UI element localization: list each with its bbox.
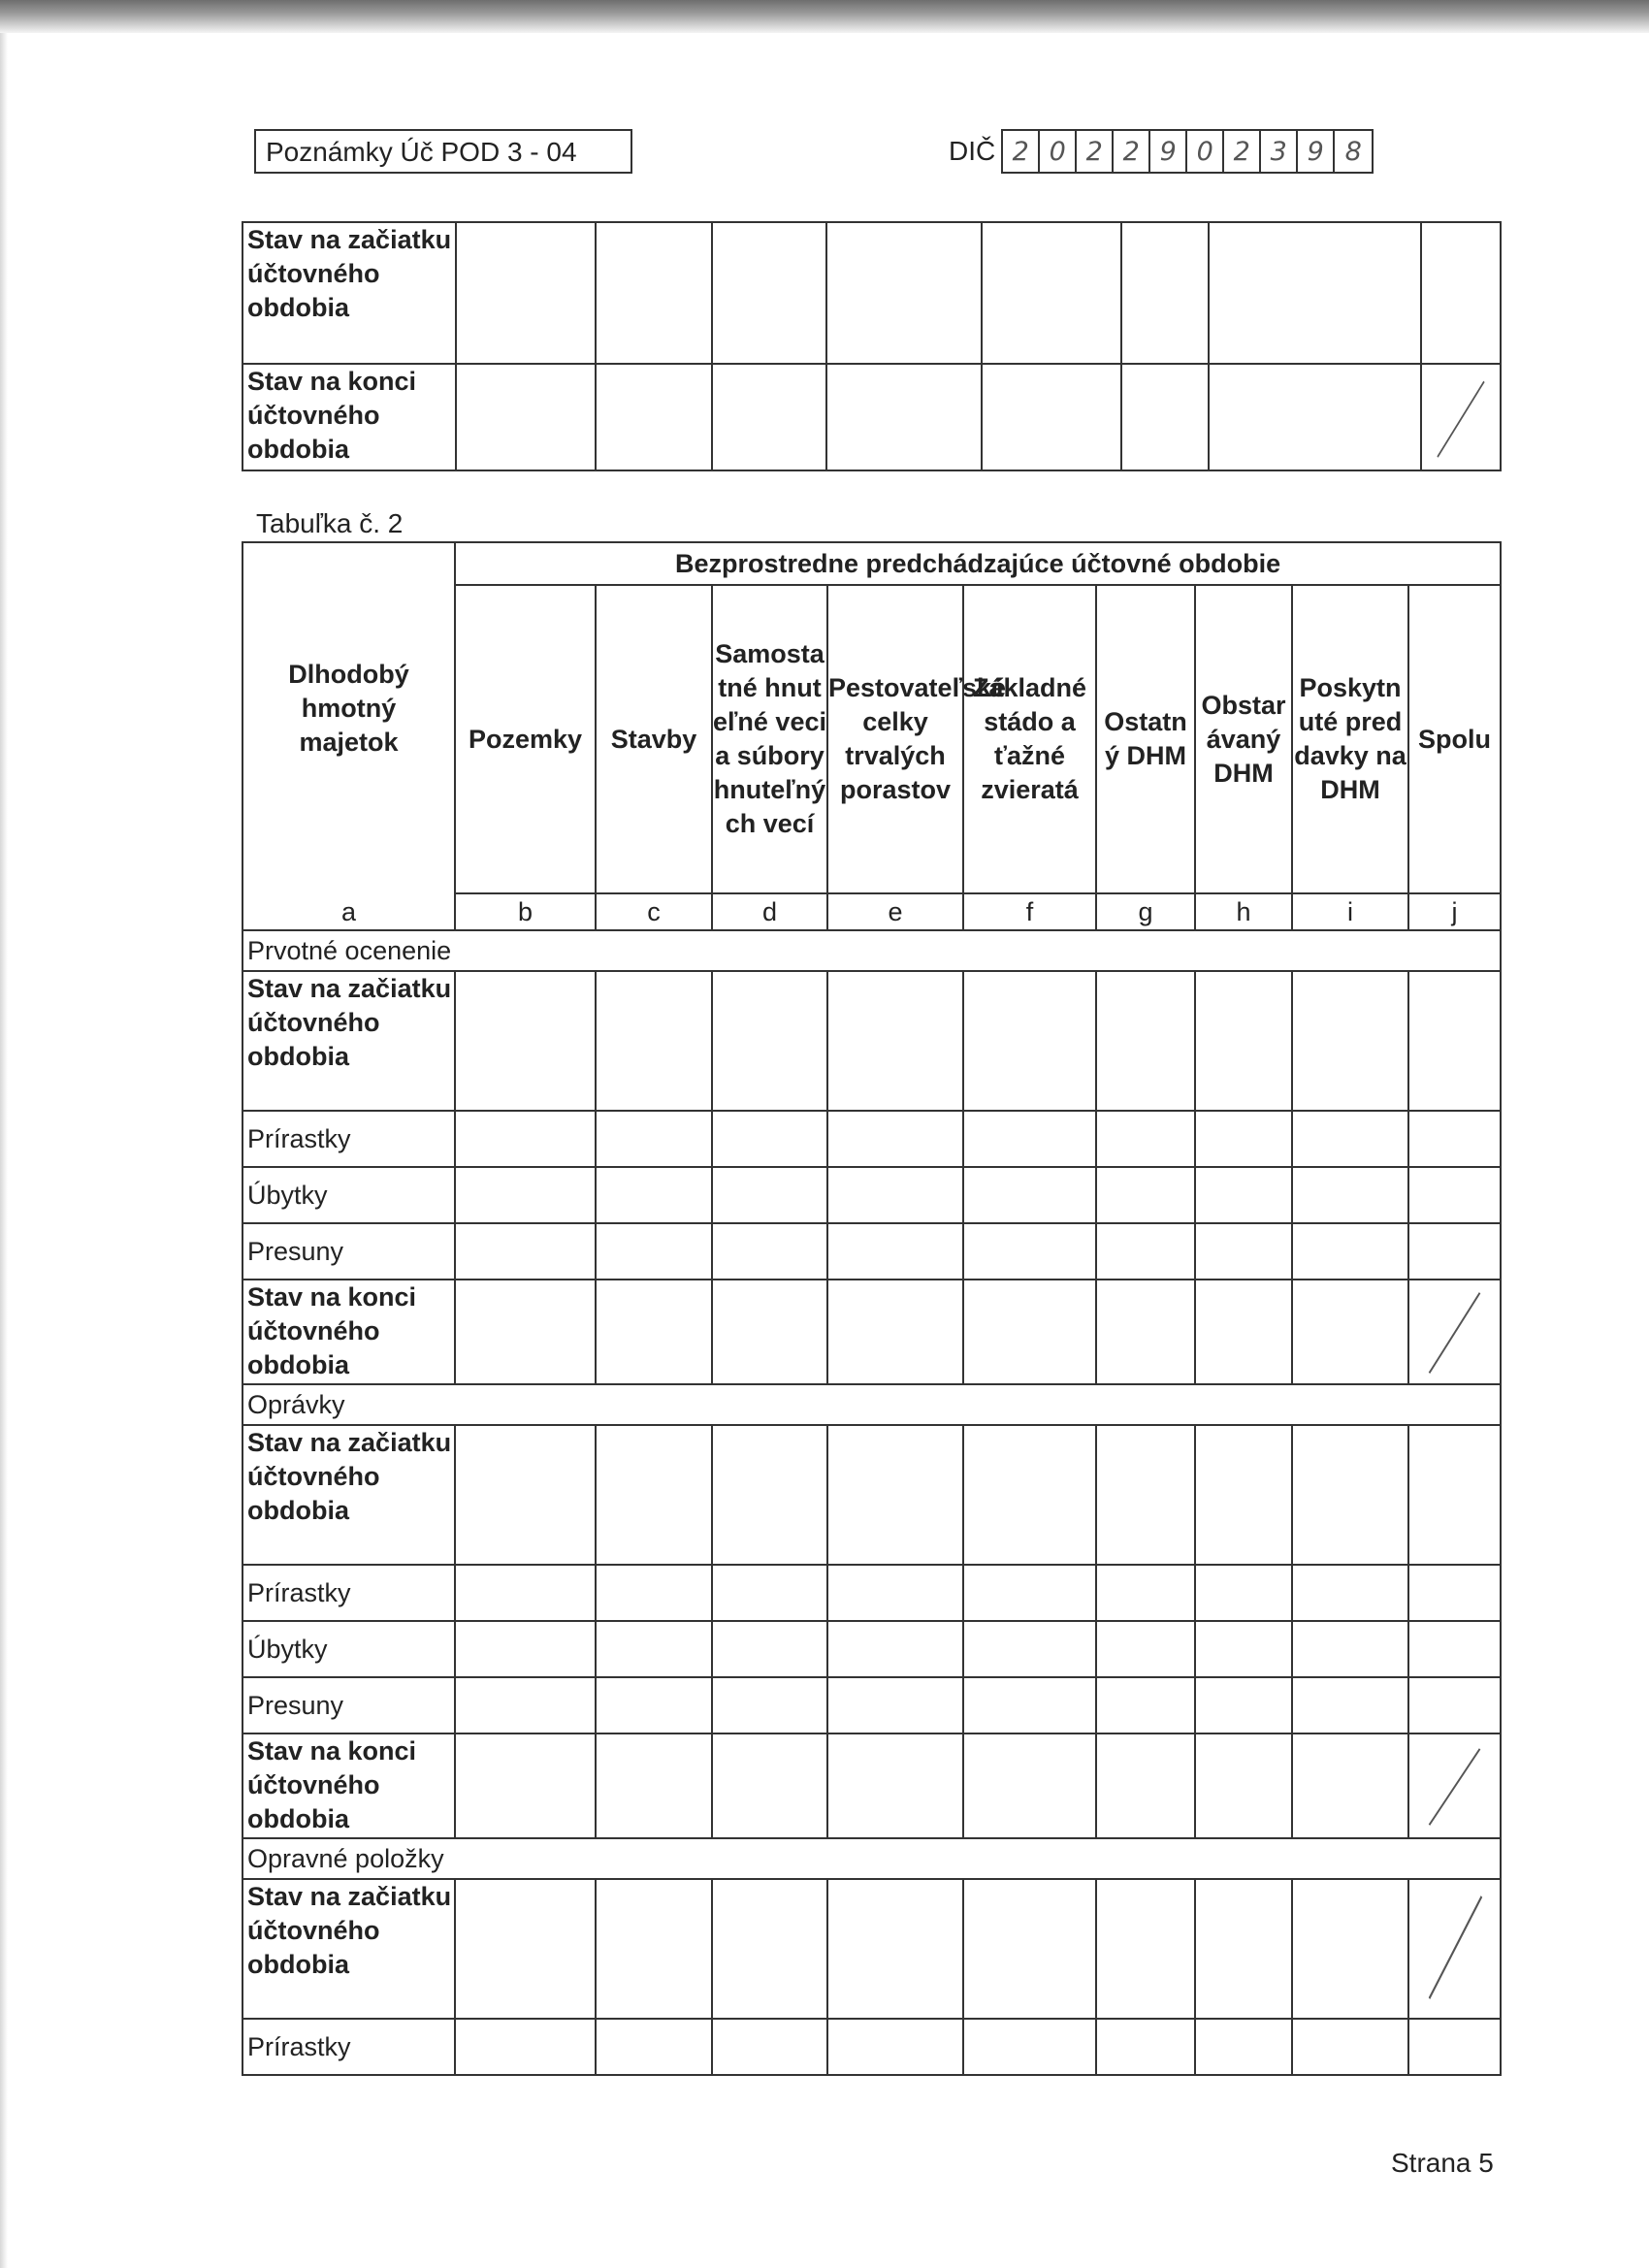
cell[interactable] xyxy=(1292,971,1408,1111)
cell[interactable] xyxy=(456,364,596,470)
cell-struck[interactable] xyxy=(1421,364,1501,470)
form-code: Poznámky Úč POD 3 - 04 xyxy=(266,137,577,167)
cell[interactable] xyxy=(827,1111,963,1167)
cell[interactable] xyxy=(712,1733,827,1838)
cell[interactable] xyxy=(1292,1733,1408,1838)
col-header-acquired-dhm: Obstarávaný DHM xyxy=(1195,585,1292,893)
row-label: Stav na začiatku účtovného obdobia xyxy=(242,971,455,1111)
main-table xyxy=(242,541,1502,2076)
cell[interactable] xyxy=(1195,1280,1292,1384)
cell-struck[interactable] xyxy=(1408,1879,1501,2019)
pen-slash-mark xyxy=(1409,1280,1500,1383)
cell[interactable] xyxy=(596,1733,712,1838)
cell[interactable] xyxy=(712,1223,827,1280)
scan-edge-top xyxy=(0,0,1649,33)
col-letter: b xyxy=(455,893,596,930)
cell[interactable] xyxy=(456,222,596,364)
cell[interactable] xyxy=(1096,971,1195,1111)
dic-digit: 2 xyxy=(1003,131,1040,172)
cell[interactable] xyxy=(1408,1621,1501,1677)
cell[interactable] xyxy=(963,1733,1096,1838)
col-letter: d xyxy=(712,893,827,930)
col-header-stavby: Stavby xyxy=(596,585,712,893)
row-label: Stav na začiatku účtovného obdobia xyxy=(242,222,456,364)
cell[interactable] xyxy=(1096,1565,1195,1621)
dic-digit: 0 xyxy=(1187,131,1224,172)
cell[interactable] xyxy=(1292,1677,1408,1733)
scan-edge-left xyxy=(0,33,8,2268)
col-header-pozemky: Pozemky xyxy=(455,585,596,893)
cell[interactable] xyxy=(826,364,982,470)
row-label: Prírastky xyxy=(242,1565,455,1621)
section-title: Oprávky xyxy=(242,1384,1501,1425)
row-label: Stav na začiatku účtovného obdobia xyxy=(242,1879,455,2019)
dic-field xyxy=(949,129,1374,174)
cell[interactable] xyxy=(963,1621,1096,1677)
row-label: Úbytky xyxy=(242,1167,455,1223)
col-letter: a xyxy=(340,897,357,926)
cell[interactable] xyxy=(712,1280,827,1384)
dic-digit: 2 xyxy=(1077,131,1114,172)
cell[interactable] xyxy=(1408,1223,1501,1280)
cell[interactable] xyxy=(596,1280,712,1384)
cell[interactable] xyxy=(712,2019,827,2075)
cell[interactable] xyxy=(596,1425,712,1565)
cell[interactable] xyxy=(1195,2019,1292,2075)
cell[interactable] xyxy=(963,1565,1096,1621)
cell[interactable] xyxy=(1408,971,1501,1111)
row-label: Presuny xyxy=(242,1677,455,1733)
cell[interactable] xyxy=(827,1565,963,1621)
cell[interactable] xyxy=(455,2019,596,2075)
dic-digit: 8 xyxy=(1344,137,1362,167)
cell[interactable] xyxy=(1195,1733,1292,1838)
cell[interactable] xyxy=(963,1167,1096,1223)
cell[interactable] xyxy=(712,971,827,1111)
cell[interactable] xyxy=(1292,1425,1408,1565)
cell[interactable] xyxy=(963,1223,1096,1280)
cell[interactable] xyxy=(1195,1677,1292,1733)
col-header-label: Samostatné hnuteľné veci a súbory hnuteľných vecí xyxy=(713,639,826,838)
dic-digit: 0 xyxy=(1040,131,1077,172)
row-label: Stav na konci účtovného obdobia xyxy=(242,1733,455,1838)
cell[interactable] xyxy=(827,1223,963,1280)
cell[interactable] xyxy=(1292,1167,1408,1223)
cell[interactable] xyxy=(1096,1879,1195,2019)
row-label: Prírastky xyxy=(242,1111,455,1167)
cell[interactable] xyxy=(596,1565,712,1621)
cell[interactable] xyxy=(1195,971,1292,1111)
group-header: Bezprostredne predchádzajúce účtovné obdobie xyxy=(455,542,1501,585)
cell[interactable] xyxy=(596,1111,712,1167)
cell[interactable] xyxy=(1195,1879,1292,2019)
cell[interactable] xyxy=(455,1733,596,1838)
cell[interactable] xyxy=(1096,1223,1195,1280)
cell[interactable] xyxy=(1121,222,1209,364)
cell[interactable] xyxy=(455,1565,596,1621)
cell[interactable] xyxy=(1195,1111,1292,1167)
dic-digit: 9 xyxy=(1298,131,1335,172)
cell[interactable] xyxy=(1292,1565,1408,1621)
col-header-plantations: Pestovateľské celky trvalých porastov xyxy=(827,585,963,893)
cell-struck[interactable] xyxy=(1408,1733,1501,1838)
section-title: Opravné položky xyxy=(242,1838,1501,1879)
cell[interactable] xyxy=(712,1879,827,2019)
cell[interactable] xyxy=(1096,1280,1195,1384)
dic-label: DIČ xyxy=(949,136,996,166)
cell[interactable] xyxy=(596,1677,712,1733)
dic-digit: 9 xyxy=(1150,131,1187,172)
cell[interactable] xyxy=(455,1425,596,1565)
page-number: Strana 5 xyxy=(1391,2148,1494,2178)
table-caption: Tabuľka č. 2 xyxy=(256,508,404,538)
cell[interactable] xyxy=(1096,1425,1195,1565)
cell[interactable] xyxy=(1195,1565,1292,1621)
cell[interactable] xyxy=(827,2019,963,2075)
row-label: Presuny xyxy=(242,1223,455,1280)
cell[interactable] xyxy=(596,364,712,470)
cell[interactable] xyxy=(1096,1677,1195,1733)
col-header-label: Dlhodobý hmotný majetok xyxy=(288,660,409,757)
cell[interactable] xyxy=(712,1565,827,1621)
cell[interactable] xyxy=(826,222,982,364)
cell[interactable] xyxy=(963,1280,1096,1384)
col-letter: c xyxy=(596,893,712,930)
cell[interactable] xyxy=(455,1280,596,1384)
col-header-movables xyxy=(712,585,827,893)
cell[interactable] xyxy=(712,1677,827,1733)
cell[interactable] xyxy=(455,1111,596,1167)
row-label: Stav na začiatku účtovného obdobia xyxy=(242,1425,455,1565)
cell[interactable] xyxy=(827,971,963,1111)
cell[interactable] xyxy=(827,1879,963,2019)
cell-struck[interactable] xyxy=(1408,1280,1501,1384)
cell[interactable] xyxy=(455,1167,596,1223)
cell[interactable] xyxy=(827,1425,963,1565)
cell[interactable] xyxy=(1195,1167,1292,1223)
cell[interactable] xyxy=(1209,222,1421,364)
cell[interactable] xyxy=(596,1621,712,1677)
dic-digit-boxes xyxy=(1001,129,1374,174)
row-label: Prírastky xyxy=(242,2019,455,2075)
dic-digit: 3 xyxy=(1261,131,1298,172)
cell[interactable] xyxy=(455,1621,596,1677)
cell[interactable] xyxy=(1096,1733,1195,1838)
cell[interactable] xyxy=(712,1425,827,1565)
pen-slash-mark xyxy=(1422,365,1500,470)
cell[interactable] xyxy=(963,971,1096,1111)
cell[interactable] xyxy=(1408,1111,1501,1167)
cell[interactable] xyxy=(1292,1280,1408,1384)
cell[interactable] xyxy=(1209,364,1421,470)
col-header-advances: Poskytnuté preddavky na DHM xyxy=(1292,585,1408,893)
form-code-box xyxy=(254,129,632,174)
cell[interactable] xyxy=(1195,1621,1292,1677)
cell[interactable] xyxy=(1195,1223,1292,1280)
cell[interactable] xyxy=(1408,2019,1501,2075)
col-letter: g xyxy=(1096,893,1195,930)
cell[interactable] xyxy=(1096,1167,1195,1223)
cell[interactable] xyxy=(827,1280,963,1384)
col-header-total: Spolu xyxy=(1408,585,1501,893)
pen-slash-mark xyxy=(1409,1880,1500,2018)
top-table xyxy=(242,221,1502,471)
cell[interactable] xyxy=(596,1223,712,1280)
cell[interactable] xyxy=(963,1677,1096,1733)
cell[interactable] xyxy=(1096,2019,1195,2075)
cell[interactable] xyxy=(827,1621,963,1677)
cell[interactable] xyxy=(1195,1425,1292,1565)
cell[interactable] xyxy=(1292,2019,1408,2075)
cell[interactable] xyxy=(1408,1425,1501,1565)
cell[interactable] xyxy=(455,1223,596,1280)
col-letter: e xyxy=(827,893,963,930)
cell[interactable] xyxy=(596,971,712,1111)
cell[interactable] xyxy=(596,1879,712,2019)
cell[interactable] xyxy=(1096,1111,1195,1167)
cell[interactable] xyxy=(455,971,596,1111)
cell[interactable] xyxy=(596,1167,712,1223)
cell[interactable] xyxy=(1292,1879,1408,2019)
cell[interactable] xyxy=(1292,1223,1408,1280)
pen-slash-mark xyxy=(1409,1734,1500,1837)
cell[interactable] xyxy=(712,1167,827,1223)
cell[interactable] xyxy=(596,2019,712,2075)
cell[interactable] xyxy=(712,364,826,470)
cell[interactable] xyxy=(827,1167,963,1223)
cell[interactable] xyxy=(1421,222,1501,364)
section-title: Prvotné ocenenie xyxy=(242,930,1501,971)
col-letter: h xyxy=(1195,893,1292,930)
cell[interactable] xyxy=(712,1111,827,1167)
cell[interactable] xyxy=(712,222,826,364)
cell[interactable] xyxy=(712,1621,827,1677)
cell[interactable] xyxy=(1096,1621,1195,1677)
col-letter: i xyxy=(1292,893,1408,930)
cell[interactable] xyxy=(1408,1565,1501,1621)
cell[interactable] xyxy=(1121,364,1209,470)
cell[interactable] xyxy=(596,222,712,364)
cell[interactable] xyxy=(1292,1111,1408,1167)
cell[interactable] xyxy=(455,1677,596,1733)
cell[interactable] xyxy=(1292,1621,1408,1677)
row-label: Úbytky xyxy=(242,1621,455,1677)
col-header-herd: Základné stádo a ťažné zvieratá xyxy=(963,585,1096,893)
cell[interactable] xyxy=(982,222,1121,364)
cell[interactable] xyxy=(827,1733,963,1838)
dic-digit: 2 xyxy=(1224,131,1261,172)
col-header-asset xyxy=(242,542,455,930)
col-header-other-dhm: Ostatný DHM xyxy=(1096,585,1195,893)
row-label: Stav na konci účtovného obdobia xyxy=(242,364,456,470)
cell[interactable] xyxy=(963,2019,1096,2075)
cell[interactable] xyxy=(982,364,1121,470)
cell[interactable] xyxy=(963,1425,1096,1565)
col-letter: f xyxy=(963,893,1096,930)
dic-digit: 2 xyxy=(1114,131,1150,172)
cell[interactable] xyxy=(963,1111,1096,1167)
cell[interactable] xyxy=(1408,1677,1501,1733)
cell[interactable] xyxy=(1408,1167,1501,1223)
cell[interactable] xyxy=(455,1879,596,2019)
row-label: Stav na konci účtovného obdobia xyxy=(242,1280,455,1384)
col-letter: j xyxy=(1408,893,1501,930)
cell[interactable] xyxy=(827,1677,963,1733)
cell[interactable] xyxy=(963,1879,1096,2019)
